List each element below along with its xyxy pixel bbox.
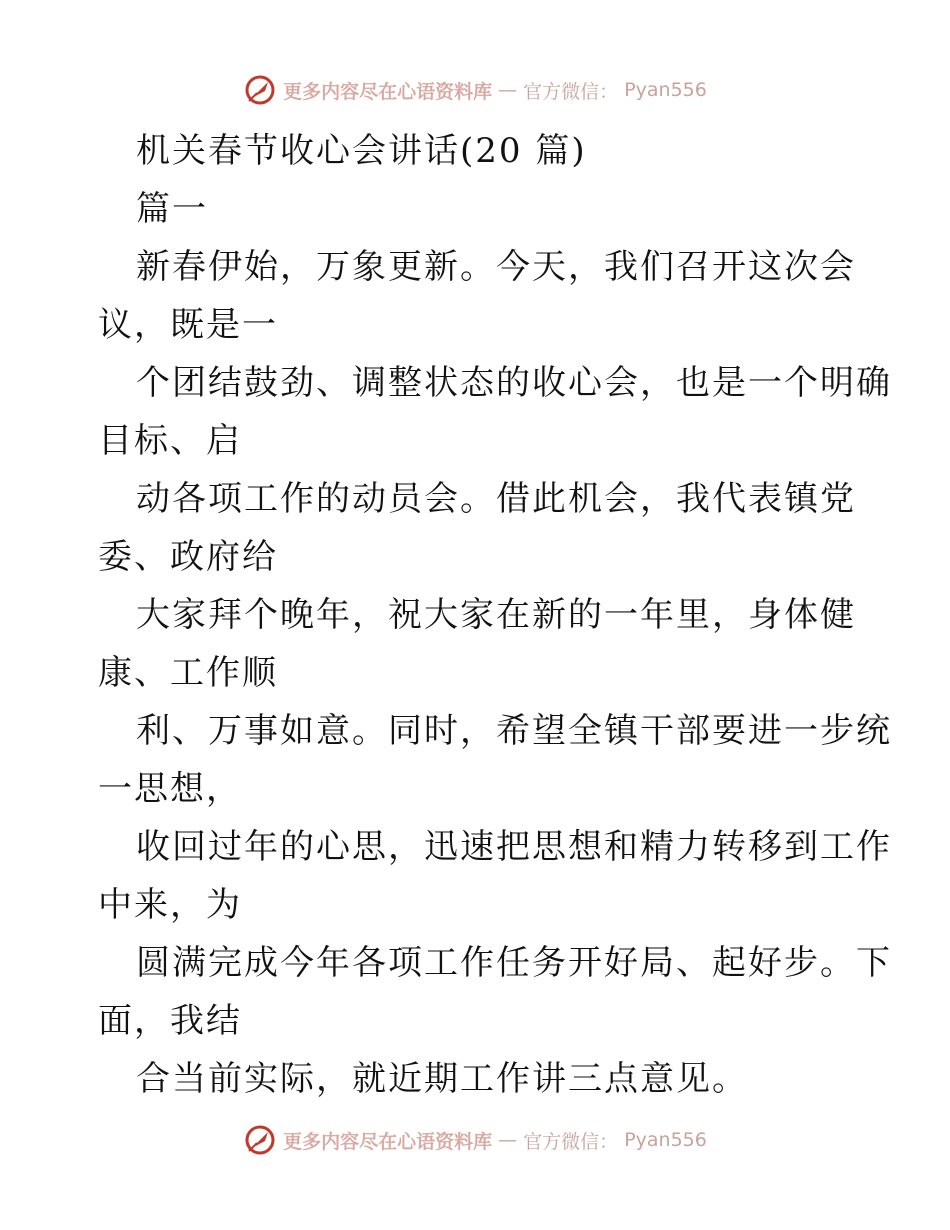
paragraph-line: 合当前实际，就近期工作讲三点意见。	[136, 1059, 748, 1099]
paragraph-line: 新春伊始，万象更新。今天，我们召开这次会	[136, 247, 856, 287]
paragraph-line: 议，既是一	[98, 305, 278, 345]
paragraph-line: 康、工作顺	[98, 653, 278, 693]
paragraph-line: 利、万事如意。同时，希望全镇干部要进一步统	[136, 711, 892, 751]
section-heading: 篇一	[136, 189, 208, 229]
banner-wechat-label: 官方微信：	[523, 80, 619, 103]
paragraph-line: 中来，为	[98, 885, 242, 925]
banner-main-text: 更多内容尽在心语资料库	[283, 80, 493, 103]
document-body	[98, 122, 892, 1108]
banner-separator: —	[498, 1129, 518, 1151]
banner-wechat-id: Pyan556	[624, 79, 707, 101]
banner-separator: —	[498, 79, 518, 101]
paragraph-line: 收回过年的心思，迅速把思想和精力转移到工作	[136, 827, 892, 867]
paragraph-line: 委、政府给	[98, 537, 278, 577]
document-title: 机关春节收心会讲话(20 篇)	[136, 131, 587, 171]
footer-banner	[0, 1120, 950, 1160]
paragraph-line: 大家拜个晚年，祝大家在新的一年里，身体健	[136, 595, 856, 635]
paragraph-line: 一思想，	[98, 769, 242, 809]
paragraph-lines	[98, 238, 892, 1108]
paragraph-line: 面，我结	[98, 1001, 242, 1041]
banner-wechat-id: Pyan556	[624, 1129, 707, 1151]
paragraph-line: 目标、启	[98, 421, 242, 461]
paragraph-line: 动各项工作的动员会。借此机会，我代表镇党	[136, 479, 856, 519]
banner-main-text: 更多内容尽在心语资料库	[283, 1130, 493, 1153]
footer-banner-content	[243, 1123, 707, 1157]
paragraph-line: 个团结鼓劲、调整状态的收心会，也是一个明确	[136, 363, 892, 403]
banner-wechat-label: 官方微信：	[523, 1130, 619, 1153]
feather-pen-icon	[243, 73, 277, 107]
paragraph-line: 圆满完成今年各项工作任务开好局、起好步。下	[136, 943, 892, 983]
feather-pen-icon	[243, 1123, 277, 1157]
header-banner-content	[243, 73, 707, 107]
header-banner	[0, 70, 950, 110]
